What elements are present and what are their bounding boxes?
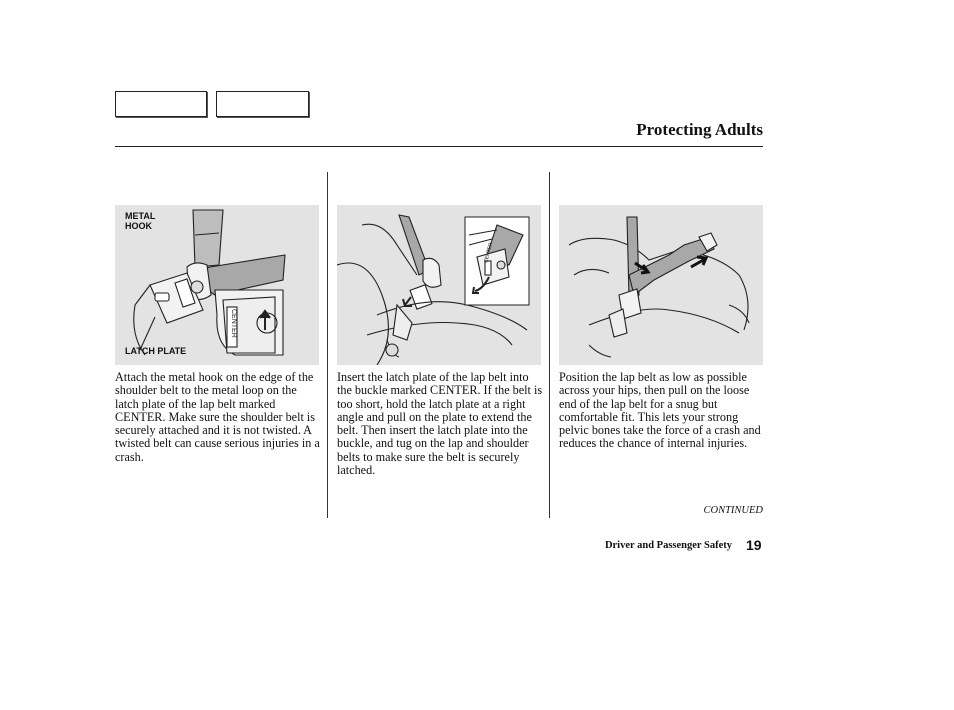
figure-latch-insert <box>337 205 541 365</box>
latch-insertion-illustration <box>337 205 541 365</box>
page-number: 19 <box>746 537 762 553</box>
section-footer: Driver and Passenger Safety <box>604 540 732 551</box>
continued-note: CONTINUED <box>703 505 763 516</box>
metal-hook-label: METAL HOOK <box>125 211 156 231</box>
title-rule <box>115 146 763 147</box>
column-2-text: Insert the latch plate of the lap belt into the buckle marked CENTER. If the belt is too short, hold the latch plate at a right angle and pull on the plate to extend the belt. Then insert the latch plate into the buckle, and tug on the lap and shoulder belts to make sure the belt is securely latched. <box>337 370 543 478</box>
column-3-text: Position the lap belt as low as possible across your hips, then pull on the loose end of the lap belt for a snug but comfortable fit. This lets your strong pelvic bones take the force of a crash and reduces the chance of internal injuries. <box>559 370 761 451</box>
figure-metal-hook <box>115 205 319 365</box>
buckle-center-text: CENTER <box>230 309 237 338</box>
column-1-text: Attach the metal hook on the edge of the shoulder belt to the metal loop on the latch plate of the lap belt marked CENTER. Make sure the shoulder belt is securely attached and it is not twisted. A twisted belt can cause serious injuries in a crash. <box>115 370 320 464</box>
buckle-center-text: CENTER <box>483 242 495 264</box>
lap-belt-illustration <box>559 205 763 365</box>
page-title: Protecting Adults <box>636 120 763 139</box>
nav-button-index[interactable] <box>216 91 309 117</box>
nav-button-contents[interactable] <box>115 91 207 117</box>
latch-plate-label: LATCH PLATE <box>125 346 187 356</box>
column-divider <box>327 172 328 518</box>
figure-lap-belt-position <box>559 205 763 365</box>
column-divider <box>549 172 550 518</box>
